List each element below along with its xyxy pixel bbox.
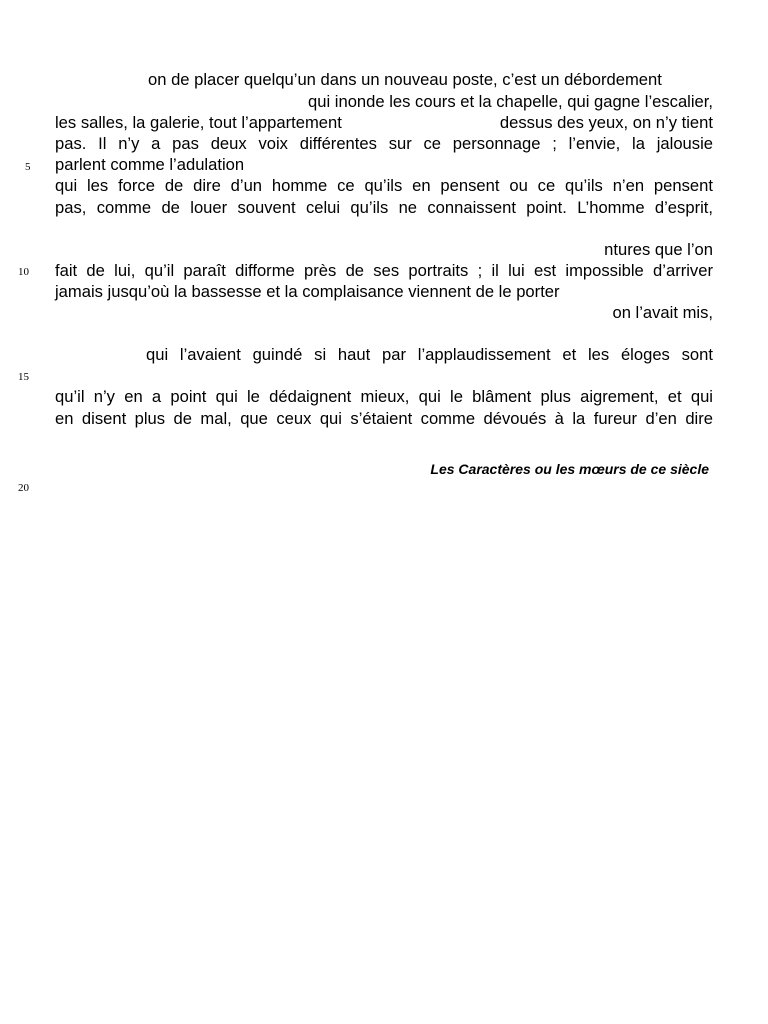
text-line-2: qui inonde les cours et la chapelle, qui gagne l’escalier,: [308, 92, 713, 111]
text-line-12: qui l’avaient guindé si haut par l’applaudissement et les éloges sont: [146, 345, 713, 364]
text-line-11: on l’avait mis,: [612, 303, 713, 322]
text-line-14: en disent plus de mal, que ceux qui s’étaient comme dévoués à la fureur d’en dire: [55, 409, 713, 428]
text-line-13: qu’il n’y en a point qui le dédaignent mieux, qui le blâment plus aigrement, et qui: [55, 387, 713, 406]
source-citation: Les Caractères ou les mœurs de ce siècle: [430, 461, 709, 477]
text-line-4: pas. Il n’y a pas deux voix différentes sur ce personnage ; l’envie, la jalousie: [55, 134, 713, 153]
text-line-8: ntures que l’on: [604, 240, 713, 259]
line-number-15: 15: [18, 371, 29, 383]
line-number-10: 10: [18, 266, 29, 278]
text-line-7: pas, comme de louer souvent celui qu’ils ne connaissent point. L’homme d’esprit,: [55, 198, 713, 217]
line-number-20: 20: [18, 482, 29, 494]
line-number-5: 5: [25, 161, 31, 173]
text-line-6: qui les force de dire d’un homme ce qu’ils en pensent ou ce qu’ils n’en pensent: [55, 176, 713, 195]
text-line-1: on de placer quelqu’un dans un nouveau poste, c’est un débordement: [148, 70, 662, 89]
text-line-10: jamais jusqu’où la bassesse et la complaisance viennent de le porter: [55, 282, 560, 301]
text-line-9: fait de lui, qu’il paraît difforme près de ses portraits ; il lui est impossible d’arriver: [55, 261, 713, 280]
text-line-5: parlent comme l’adulation: [55, 155, 245, 174]
text-line-3: les salles, la galerie, tout l’appartement dessus des yeux, on n’y tient: [55, 113, 713, 132]
